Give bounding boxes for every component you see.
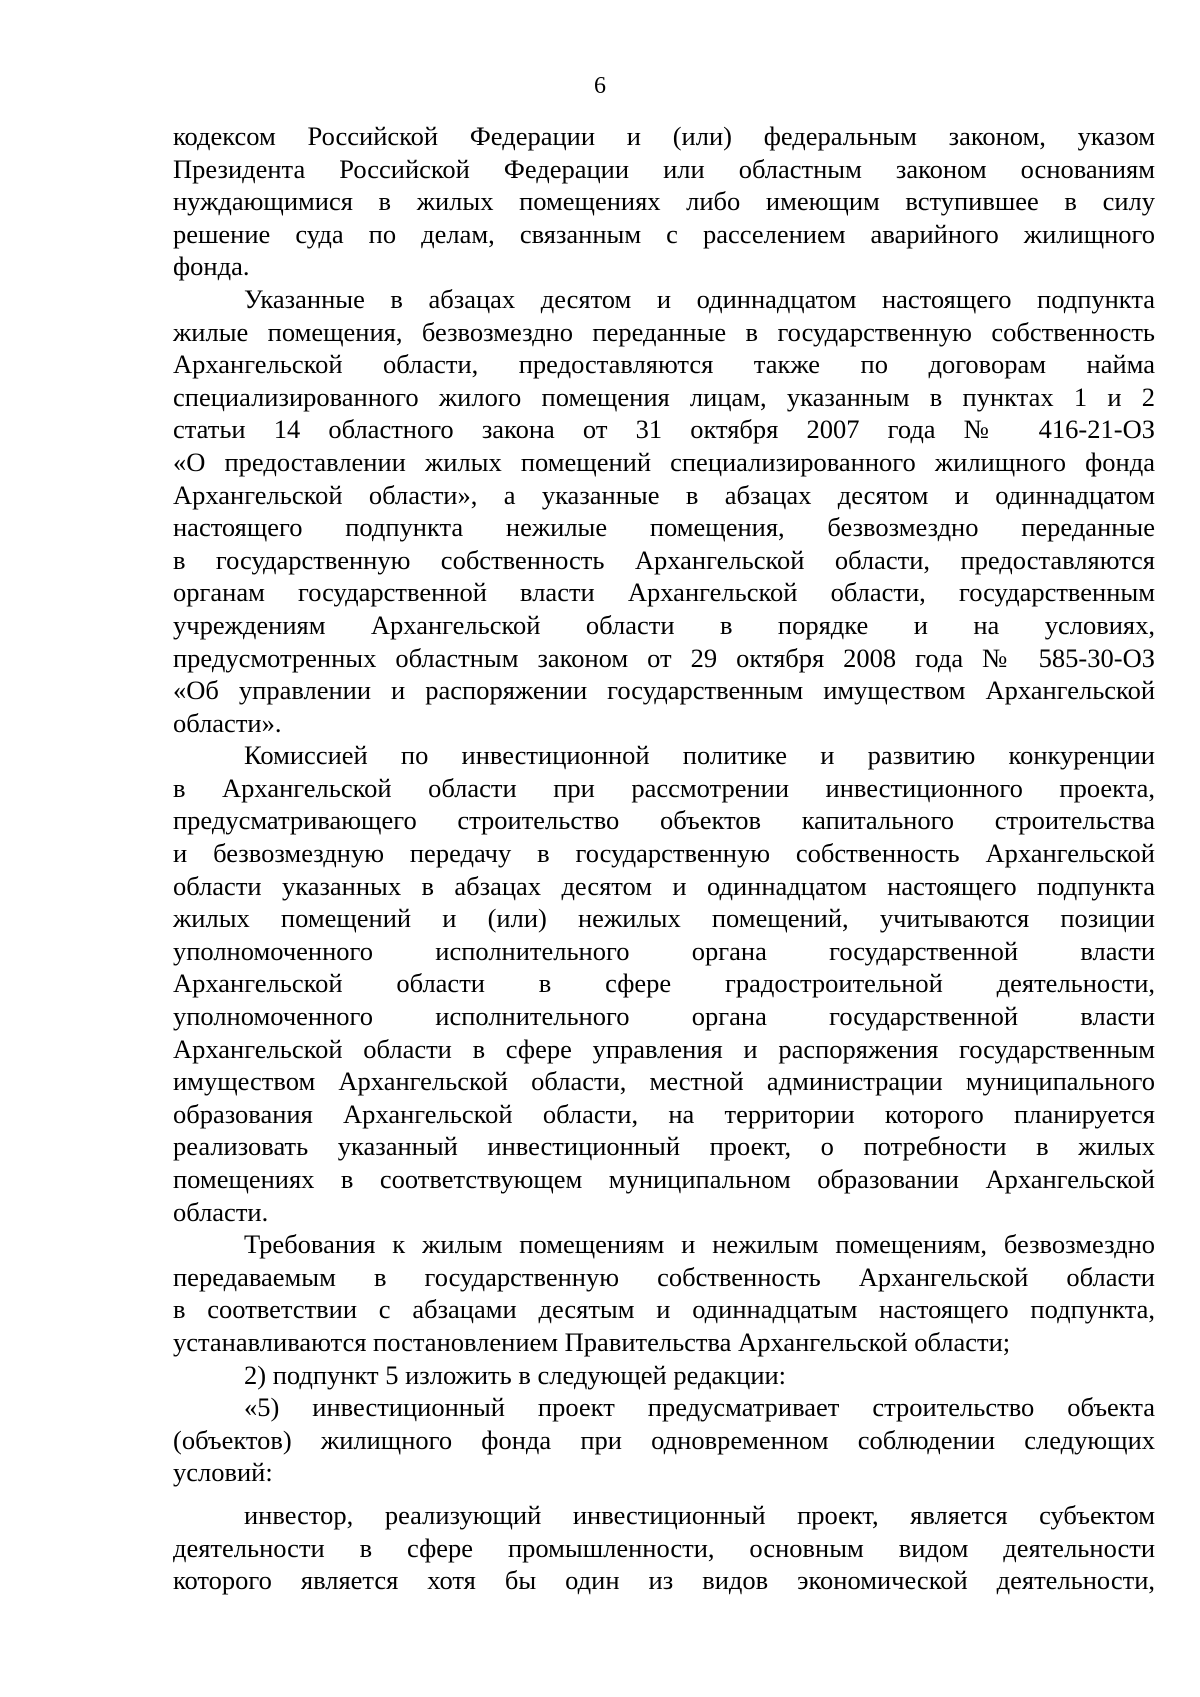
text-line: и безвозмездную передачу в государственную собственность Архангельской (173, 838, 1155, 869)
text-line: условий: (173, 1457, 273, 1488)
text-line: предусмотренных областным законом от 29 октября 2008 года № 585-30-ОЗ (173, 642, 1155, 673)
text-line: Требования к жилым помещениям и нежилым помещениям, безвозмездно (244, 1229, 1155, 1260)
text-line: 2) подпункт 5 изложить в следующей редакции: (244, 1359, 787, 1390)
paragraph (173, 283, 1155, 739)
text-line: Архангельской области», а указанные в абзацах десятом и одиннадцатом (173, 479, 1155, 510)
paragraph (173, 1499, 1155, 1597)
paragraph (173, 1359, 1155, 1392)
text-line: инвестор, реализующий инвестиционный проект, является субъектом (244, 1499, 1155, 1530)
text-line: нуждающимися в жилых помещениях либо имеющим вступившее в силу (173, 186, 1155, 217)
text-line: Архангельской области в сфере управления и распоряжения государственным (173, 1033, 1155, 1064)
text-line: органам государственной власти Архангельской области, государственным (173, 577, 1155, 608)
text-line: учреждениям Архангельской области в порядке и на условиях, (173, 609, 1155, 640)
text-line: деятельности в сфере промышленности, основным видом деятельности (173, 1532, 1155, 1563)
text-line: жилых помещений и (или) нежилых помещений, учитываются позиции (173, 903, 1155, 934)
text-line: «5) инвестиционный проект предусматривает строительство объекта (244, 1392, 1155, 1423)
text-line: которого является хотя бы один из видов экономической деятельности, (173, 1565, 1155, 1596)
text-line: реализовать указанный инвестиционный проект, о потребности в жилых (173, 1131, 1155, 1162)
text-line: области указанных в абзацах десятом и одиннадцатом настоящего подпункта (173, 870, 1155, 901)
text-line: (объектов) жилищного фонда при одновременном соблюдении следующих (173, 1424, 1155, 1455)
page-number: 6 (594, 73, 606, 99)
paragraph (173, 739, 1155, 1228)
text-line: в соответствии с абзацами десятым и одиннадцатым настоящего подпункта, (173, 1294, 1155, 1325)
text-line: Архангельской области в сфере градостроительной деятельности, (173, 968, 1155, 999)
text-line: специализированного жилого помещения лицам, указанным в пунктах 1 и 2 (173, 381, 1155, 412)
text-line: в Архангельской области при рассмотрении инвестиционного проекта, (173, 772, 1155, 803)
text-line: области». (173, 707, 282, 738)
text-line: области. (173, 1196, 269, 1227)
text-line: решение суда по делам, связанным с расселением аварийного жилищного (173, 218, 1155, 249)
text-line: уполномоченного исполнительного органа государственной власти (173, 1001, 1155, 1032)
document-body (173, 120, 1155, 1597)
text-line: жилые помещения, безвозмездно переданные в государственную собственность (173, 316, 1155, 347)
paragraph (173, 1391, 1155, 1489)
text-line: устанавливаются постановлением Правительства Архангельской области; (173, 1326, 1011, 1357)
text-line: кодексом Российской Федерации и (или) федеральным законом, указом (173, 121, 1155, 151)
text-line: уполномоченного исполнительного органа государственной власти (173, 935, 1155, 966)
text-line: Президента Российской Федерации или областным законом основаниям (173, 153, 1155, 184)
text-line: предусматривающего строительство объектов капитального строительства (173, 805, 1155, 836)
text-line: «Об управлении и распоряжении государственным имуществом Архангельской (173, 675, 1155, 706)
text-line: Указанные в абзацах десятом и одиннадцатом настоящего подпункта (244, 283, 1155, 314)
paragraph (173, 1228, 1155, 1358)
text-line: статьи 14 областного закона от 31 октября 2007 года № 416-21-ОЗ (173, 414, 1155, 445)
paragraph (173, 120, 1155, 283)
text-line: Архангельской области, предоставляются также по договорам найма (173, 349, 1155, 380)
text-line: Комиссией по инвестиционной политике и развитию конкуренции (244, 740, 1155, 771)
text-line: настоящего подпункта нежилые помещения, безвозмездно переданные (173, 512, 1155, 543)
text-line: передаваемым в государственную собственность Архангельской области (173, 1261, 1155, 1292)
text-line: помещениях в соответствующем муниципальном образовании Архангельской (173, 1164, 1155, 1194)
text-line: образования Архангельской области, на территории которого планируется (173, 1098, 1155, 1129)
text-line: «О предоставлении жилых помещений специализированного жилищного фонда (173, 446, 1155, 477)
text-line: в государственную собственность Архангельской области, предоставляются (173, 544, 1155, 575)
text-line: имуществом Архангельской области, местной администрации муниципального (173, 1066, 1155, 1097)
text-line: фонда. (173, 251, 250, 282)
